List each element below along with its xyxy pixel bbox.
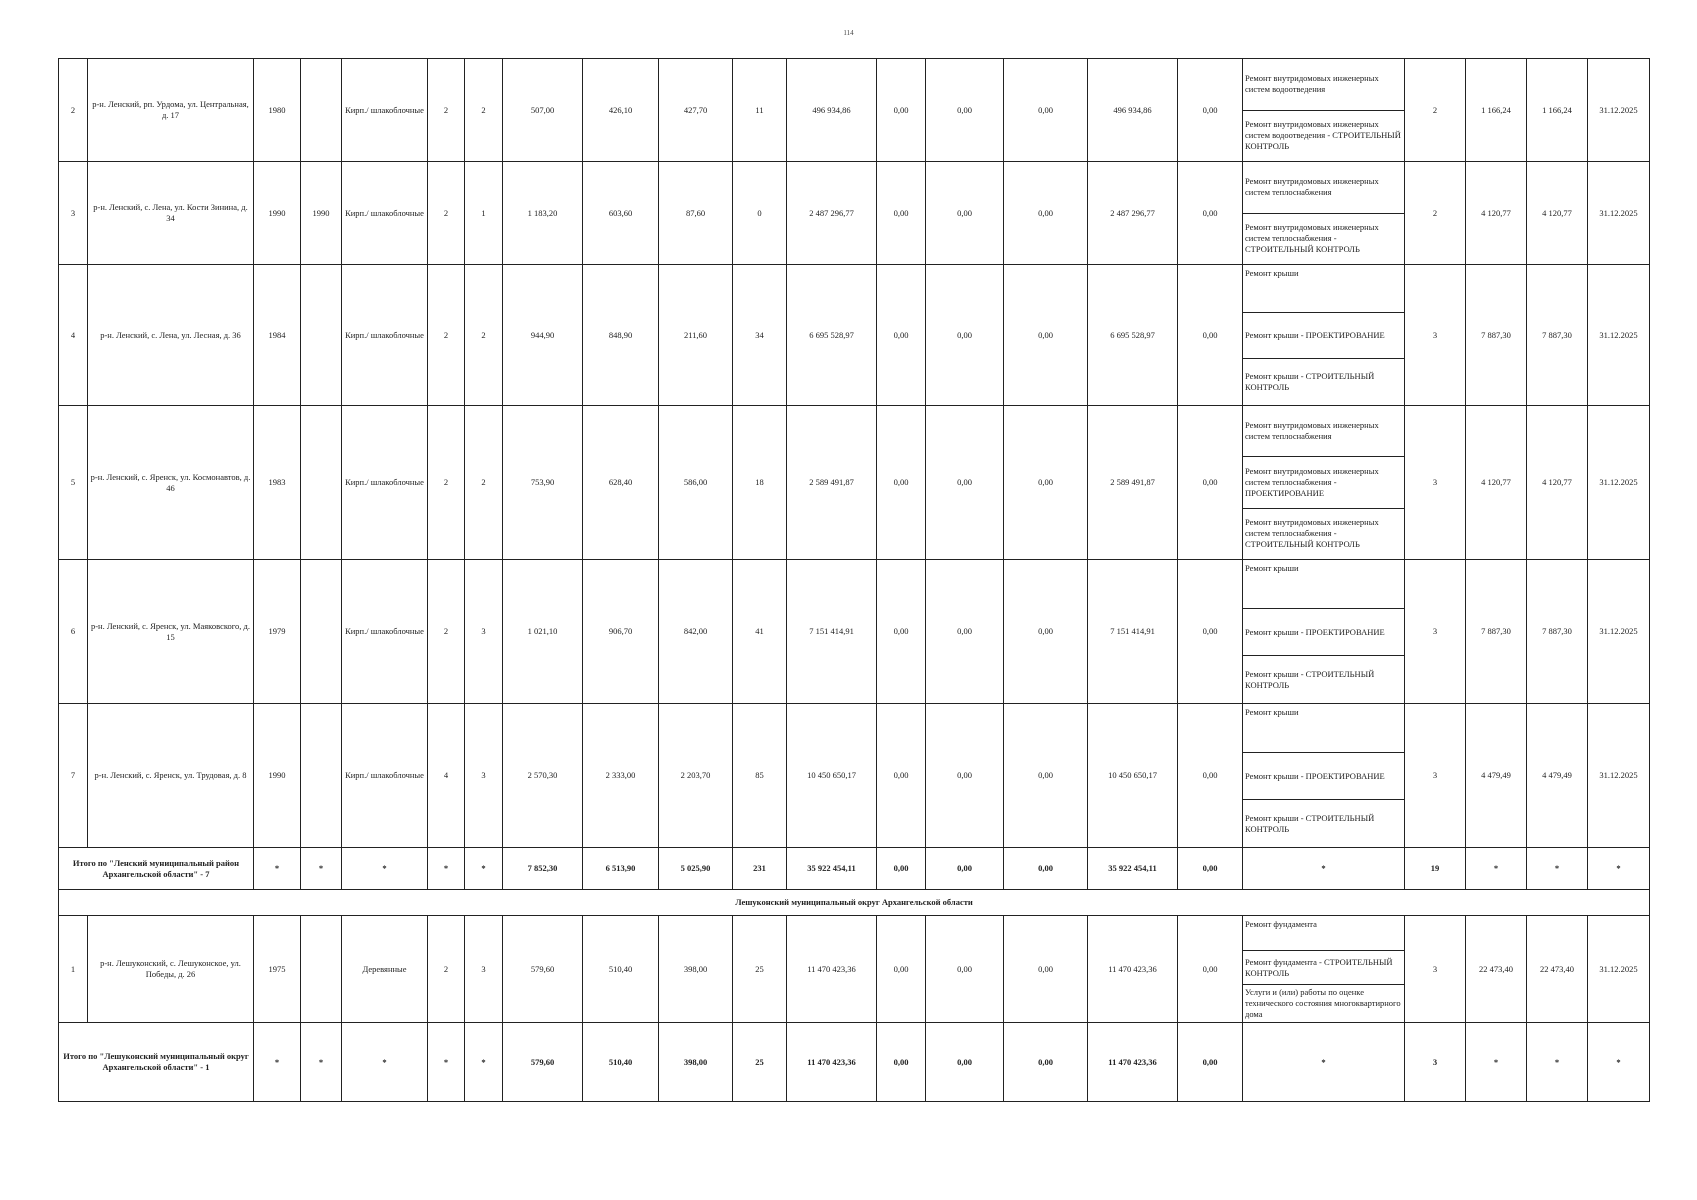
- material-cell: Кирп./ шлакоблочные: [342, 162, 428, 265]
- cost-total-cell: 11 470 423,36: [787, 916, 877, 1023]
- date-cell: 31.12.2025: [1588, 916, 1650, 1023]
- limit-cost-cell: 1 166,24: [1527, 59, 1588, 162]
- fund-own-cell: 11 470 423,36: [1088, 916, 1178, 1023]
- total-people: 231: [733, 848, 787, 890]
- work-item: Ремонт крыши - СТРОИТЕЛЬНЫЙ КОНТРОЛЬ: [1245, 812, 1375, 834]
- works-cell: [1243, 265, 1405, 406]
- fund-reg-cell: 0,00: [926, 704, 1004, 848]
- fund-loc-cell: 0,00: [1004, 162, 1088, 265]
- fund-reg-cell: 0,00: [926, 916, 1004, 1023]
- work-item: Ремонт внутридомовых инженерных систем теплоснабжения: [1243, 162, 1404, 214]
- table-row: [59, 406, 1650, 560]
- cost-total-cell: 6 695 528,97: [787, 265, 877, 406]
- area-total-cell: 753,90: [503, 406, 583, 560]
- unit-cost-cell: 7 887,30: [1466, 265, 1527, 406]
- works-count-cell: 3: [1405, 704, 1466, 848]
- star-cell: *: [1243, 1023, 1405, 1102]
- total-label: Итого по "Лешуконский муниципальный округ Архангельской области" - 1: [59, 1023, 254, 1102]
- cost-total-cell: 2 589 491,87: [787, 406, 877, 560]
- total-area-living: 510,40: [583, 1023, 659, 1102]
- area-total-cell: 1 183,20: [503, 162, 583, 265]
- fund-loc-cell: 0,00: [1004, 59, 1088, 162]
- area-resid-cell: 586,00: [659, 406, 733, 560]
- fund-reg-cell: 0,00: [926, 59, 1004, 162]
- entrances-cell: 3: [465, 704, 503, 848]
- work-item: Ремонт крыши - ПРОЕКТИРОВАНИЕ: [1243, 609, 1404, 657]
- address-cell: р-н. Ленский, с. Яренск, ул. Трудовая, д. 8: [88, 704, 254, 848]
- people-cell: 25: [733, 916, 787, 1023]
- star-cell: *: [1588, 848, 1650, 890]
- material-cell: Кирп./ шлакоблочные: [342, 265, 428, 406]
- entrances-cell: 2: [465, 406, 503, 560]
- fund-reg-cell: 0,00: [926, 162, 1004, 265]
- entrances-cell: 3: [465, 916, 503, 1023]
- year-reno-cell: 1990: [301, 162, 342, 265]
- row-number: 3: [59, 162, 88, 265]
- work-item: Ремонт внутридомовых инженерных систем теплоснабжения - СТРОИТЕЛЬНЫЙ КОНТРОЛЬ: [1245, 222, 1379, 255]
- work-item: Ремонт внутридомовых инженерных систем водоотведения: [1243, 59, 1404, 111]
- star-cell: *: [1527, 1023, 1588, 1102]
- area-living-cell: 603,60: [583, 162, 659, 265]
- works-list: [1243, 265, 1404, 405]
- work-item: Ремонт фундамента - СТРОИТЕЛЬНЫЙ КОНТРОЛЬ: [1243, 951, 1404, 985]
- fund-loc-cell: 0,00: [1004, 560, 1088, 704]
- total-cost-total: 35 922 454,11: [787, 848, 877, 890]
- area-resid-cell: 2 203,70: [659, 704, 733, 848]
- floors-cell: 2: [428, 265, 465, 406]
- fund-other-cell: 0,00: [1178, 406, 1243, 560]
- floors-cell: 2: [428, 162, 465, 265]
- limit-cost-cell: 4 120,77: [1527, 406, 1588, 560]
- works-cell: [1243, 560, 1405, 704]
- year-built-cell: 1979: [254, 560, 301, 704]
- fund-fed-cell: 0,00: [877, 162, 926, 265]
- works-count-cell: 3: [1405, 406, 1466, 560]
- unit-cost-cell: 7 887,30: [1466, 560, 1527, 704]
- total-works-count: 19: [1405, 848, 1466, 890]
- people-cell: 41: [733, 560, 787, 704]
- unit-cost-cell: 1 166,24: [1466, 59, 1527, 162]
- row-number: 7: [59, 704, 88, 848]
- total-fund-own: 11 470 423,36: [1088, 1023, 1178, 1102]
- row-number: 1: [59, 916, 88, 1023]
- unit-cost-cell: 4 479,49: [1466, 704, 1527, 848]
- year-reno-cell: [301, 704, 342, 848]
- limit-cost-cell: 7 887,30: [1527, 265, 1588, 406]
- address-cell: р-н. Ленский, с. Лена, ул. Лесная, д. 36: [88, 265, 254, 406]
- area-total-cell: 944,90: [503, 265, 583, 406]
- people-cell: 34: [733, 265, 787, 406]
- total-fund-fed: 0,00: [877, 1023, 926, 1102]
- total-row: [59, 848, 1650, 890]
- row-number: 4: [59, 265, 88, 406]
- address-cell: р-н. Ленский, с. Лена, ул. Кости Зинина, д. 34: [88, 162, 254, 265]
- fund-own-cell: 10 450 650,17: [1088, 704, 1178, 848]
- entrances-cell: 2: [465, 59, 503, 162]
- fund-other-cell: 0,00: [1178, 916, 1243, 1023]
- total-fund-loc: 0,00: [1004, 1023, 1088, 1102]
- table-row: [59, 162, 1650, 265]
- row-number: 6: [59, 560, 88, 704]
- floors-cell: 2: [428, 406, 465, 560]
- fund-reg-cell: 0,00: [926, 265, 1004, 406]
- star-cell: *: [1527, 848, 1588, 890]
- total-fund-fed: 0,00: [877, 848, 926, 890]
- area-living-cell: 510,40: [583, 916, 659, 1023]
- fund-other-cell: 0,00: [1178, 704, 1243, 848]
- table-row: [59, 916, 1650, 1023]
- area-living-cell: 848,90: [583, 265, 659, 406]
- fund-own-cell: 6 695 528,97: [1088, 265, 1178, 406]
- address-cell: р-н. Ленский, рп. Урдома, ул. Центральная, д. 17: [88, 59, 254, 162]
- work-item: Ремонт крыши: [1243, 704, 1404, 753]
- fund-own-cell: 7 151 414,91: [1088, 560, 1178, 704]
- table-row: [59, 59, 1650, 162]
- work-item: Ремонт внутридомовых инженерных систем теплоснабжения - СТРОИТЕЛЬНЫЙ КОНТРОЛЬ: [1245, 517, 1379, 550]
- area-living-cell: 426,10: [583, 59, 659, 162]
- total-works-count: 3: [1405, 1023, 1466, 1102]
- floors-cell: 2: [428, 916, 465, 1023]
- star-cell: *: [428, 848, 465, 890]
- cost-total-cell: 496 934,86: [787, 59, 877, 162]
- year-built-cell: 1984: [254, 265, 301, 406]
- table-row: [59, 560, 1650, 704]
- fund-own-cell: 2 487 296,77: [1088, 162, 1178, 265]
- star-cell: *: [254, 848, 301, 890]
- total-fund-reg: 0,00: [926, 1023, 1004, 1102]
- total-row: [59, 1023, 1650, 1102]
- fund-other-cell: 0,00: [1178, 59, 1243, 162]
- star-cell: *: [301, 1023, 342, 1102]
- total-fund-loc: 0,00: [1004, 848, 1088, 890]
- work-item: Услуги и (или) работы по оценке технического состояния многоквартирного дома: [1245, 987, 1401, 1019]
- unit-cost-cell: 4 120,77: [1466, 162, 1527, 265]
- material-cell: Кирп./ шлакоблочные: [342, 406, 428, 560]
- people-cell: 18: [733, 406, 787, 560]
- material-cell: Кирп./ шлакоблочные: [342, 560, 428, 704]
- table-row: [59, 265, 1650, 406]
- floors-cell: 4: [428, 704, 465, 848]
- year-reno-cell: [301, 265, 342, 406]
- cost-total-cell: 10 450 650,17: [787, 704, 877, 848]
- year-built-cell: 1983: [254, 406, 301, 560]
- total-label: Итого по "Ленский муниципальный район Архангельской области" - 7: [59, 848, 254, 890]
- section-title: Лешуконский муниципальный округ Архангельской области: [59, 890, 1650, 916]
- entrances-cell: 3: [465, 560, 503, 704]
- year-reno-cell: [301, 560, 342, 704]
- star-cell: *: [465, 848, 503, 890]
- works-count-cell: 3: [1405, 916, 1466, 1023]
- fund-fed-cell: 0,00: [877, 704, 926, 848]
- total-fund-other: 0,00: [1178, 848, 1243, 890]
- star-cell: *: [342, 848, 428, 890]
- works-list: [1243, 162, 1404, 264]
- date-cell: 31.12.2025: [1588, 406, 1650, 560]
- limit-cost-cell: 7 887,30: [1527, 560, 1588, 704]
- works-cell: [1243, 916, 1405, 1023]
- fund-other-cell: 0,00: [1178, 560, 1243, 704]
- floors-cell: 2: [428, 59, 465, 162]
- date-cell: 31.12.2025: [1588, 162, 1650, 265]
- total-area-living: 6 513,90: [583, 848, 659, 890]
- fund-fed-cell: 0,00: [877, 406, 926, 560]
- fund-reg-cell: 0,00: [926, 406, 1004, 560]
- area-total-cell: 1 021,10: [503, 560, 583, 704]
- material-cell: Кирп./ шлакоблочные: [342, 704, 428, 848]
- area-living-cell: 628,40: [583, 406, 659, 560]
- work-item: Ремонт крыши - ПРОЕКТИРОВАНИЕ: [1243, 313, 1404, 360]
- works-cell: [1243, 704, 1405, 848]
- year-reno-cell: [301, 406, 342, 560]
- total-area-total: 579,60: [503, 1023, 583, 1102]
- area-total-cell: 507,00: [503, 59, 583, 162]
- total-area-resid: 398,00: [659, 1023, 733, 1102]
- limit-cost-cell: 22 473,40: [1527, 916, 1588, 1023]
- fund-other-cell: 0,00: [1178, 265, 1243, 406]
- area-resid-cell: 87,60: [659, 162, 733, 265]
- total-fund-other: 0,00: [1178, 1023, 1243, 1102]
- work-item: Ремонт крыши: [1243, 560, 1404, 609]
- section-header-row: [59, 890, 1650, 916]
- year-reno-cell: [301, 916, 342, 1023]
- star-cell: *: [1466, 1023, 1527, 1102]
- fund-loc-cell: 0,00: [1004, 704, 1088, 848]
- work-item: Ремонт крыши - СТРОИТЕЛЬНЫЙ КОНТРОЛЬ: [1245, 371, 1375, 393]
- unit-cost-cell: 22 473,40: [1466, 916, 1527, 1023]
- area-resid-cell: 427,70: [659, 59, 733, 162]
- work-item: Ремонт крыши - СТРОИТЕЛЬНЫЙ КОНТРОЛЬ: [1245, 668, 1375, 690]
- fund-loc-cell: 0,00: [1004, 265, 1088, 406]
- cost-total-cell: 7 151 414,91: [787, 560, 877, 704]
- date-cell: 31.12.2025: [1588, 704, 1650, 848]
- date-cell: 31.12.2025: [1588, 560, 1650, 704]
- total-people: 25: [733, 1023, 787, 1102]
- year-built-cell: 1975: [254, 916, 301, 1023]
- fund-own-cell: 496 934,86: [1088, 59, 1178, 162]
- works-count-cell: 2: [1405, 59, 1466, 162]
- works-count-cell: 2: [1405, 162, 1466, 265]
- row-number: 5: [59, 406, 88, 560]
- table-row: [59, 704, 1650, 848]
- area-total-cell: 2 570,30: [503, 704, 583, 848]
- works-list: [1243, 59, 1404, 161]
- total-area-total: 7 852,30: [503, 848, 583, 890]
- work-item: Ремонт внутридомовых инженерных систем теплоснабжения: [1243, 406, 1404, 457]
- capital-repair-table: [58, 58, 1650, 1102]
- work-item: Ремонт крыши - ПРОЕКТИРОВАНИЕ: [1243, 753, 1404, 801]
- fund-fed-cell: 0,00: [877, 59, 926, 162]
- people-cell: 0: [733, 162, 787, 265]
- star-cell: *: [254, 1023, 301, 1102]
- entrances-cell: 1: [465, 162, 503, 265]
- address-cell: р-н. Ленский, с. Яренск, ул. Космонавтов, д. 46: [88, 406, 254, 560]
- work-item: Ремонт внутридомовых инженерных систем теплоснабжения - ПРОЕКТИРОВАНИЕ: [1243, 457, 1404, 508]
- date-cell: 31.12.2025: [1588, 59, 1650, 162]
- area-resid-cell: 211,60: [659, 265, 733, 406]
- year-built-cell: 1990: [254, 704, 301, 848]
- star-cell: *: [428, 1023, 465, 1102]
- star-cell: *: [1243, 848, 1405, 890]
- fund-fed-cell: 0,00: [877, 265, 926, 406]
- works-list: [1243, 704, 1404, 847]
- row-number: 2: [59, 59, 88, 162]
- star-cell: *: [465, 1023, 503, 1102]
- works-list: [1243, 916, 1404, 1022]
- works-list: [1243, 406, 1404, 559]
- year-reno-cell: [301, 59, 342, 162]
- total-fund-own: 35 922 454,11: [1088, 848, 1178, 890]
- area-resid-cell: 398,00: [659, 916, 733, 1023]
- star-cell: *: [301, 848, 342, 890]
- fund-fed-cell: 0,00: [877, 916, 926, 1023]
- fund-own-cell: 2 589 491,87: [1088, 406, 1178, 560]
- works-list: [1243, 560, 1404, 703]
- fund-reg-cell: 0,00: [926, 560, 1004, 704]
- address-cell: р-н. Лешуконский, с. Лешуконское, ул. Победы, д. 26: [88, 916, 254, 1023]
- entrances-cell: 2: [465, 265, 503, 406]
- total-area-resid: 5 025,90: [659, 848, 733, 890]
- total-cost-total: 11 470 423,36: [787, 1023, 877, 1102]
- limit-cost-cell: 4 479,49: [1527, 704, 1588, 848]
- area-living-cell: 906,70: [583, 560, 659, 704]
- fund-fed-cell: 0,00: [877, 560, 926, 704]
- fund-loc-cell: 0,00: [1004, 916, 1088, 1023]
- area-living-cell: 2 333,00: [583, 704, 659, 848]
- total-fund-reg: 0,00: [926, 848, 1004, 890]
- year-built-cell: 1990: [254, 162, 301, 265]
- date-cell: 31.12.2025: [1588, 265, 1650, 406]
- area-total-cell: 579,60: [503, 916, 583, 1023]
- address-cell: р-н. Ленский, с. Яренск, ул. Маяковского, д. 15: [88, 560, 254, 704]
- floors-cell: 2: [428, 560, 465, 704]
- cost-total-cell: 2 487 296,77: [787, 162, 877, 265]
- star-cell: *: [1588, 1023, 1650, 1102]
- works-count-cell: 3: [1405, 265, 1466, 406]
- work-item: Ремонт фундамента: [1243, 916, 1404, 951]
- star-cell: *: [1466, 848, 1527, 890]
- works-cell: [1243, 162, 1405, 265]
- works-count-cell: 3: [1405, 560, 1466, 704]
- limit-cost-cell: 4 120,77: [1527, 162, 1588, 265]
- year-built-cell: 1980: [254, 59, 301, 162]
- material-cell: Кирп./ шлакоблочные: [342, 59, 428, 162]
- unit-cost-cell: 4 120,77: [1466, 406, 1527, 560]
- works-cell: [1243, 59, 1405, 162]
- material-cell: Деревянные: [342, 916, 428, 1023]
- people-cell: 85: [733, 704, 787, 848]
- people-cell: 11: [733, 59, 787, 162]
- area-resid-cell: 842,00: [659, 560, 733, 704]
- fund-other-cell: 0,00: [1178, 162, 1243, 265]
- fund-loc-cell: 0,00: [1004, 406, 1088, 560]
- page-number: 114: [843, 29, 854, 37]
- work-item: Ремонт крыши: [1243, 265, 1404, 313]
- works-cell: [1243, 406, 1405, 560]
- work-item: Ремонт внутридомовых инженерных систем водоотведения - СТРОИТЕЛЬНЫЙ КОНТРОЛЬ: [1245, 119, 1401, 152]
- star-cell: *: [342, 1023, 428, 1102]
